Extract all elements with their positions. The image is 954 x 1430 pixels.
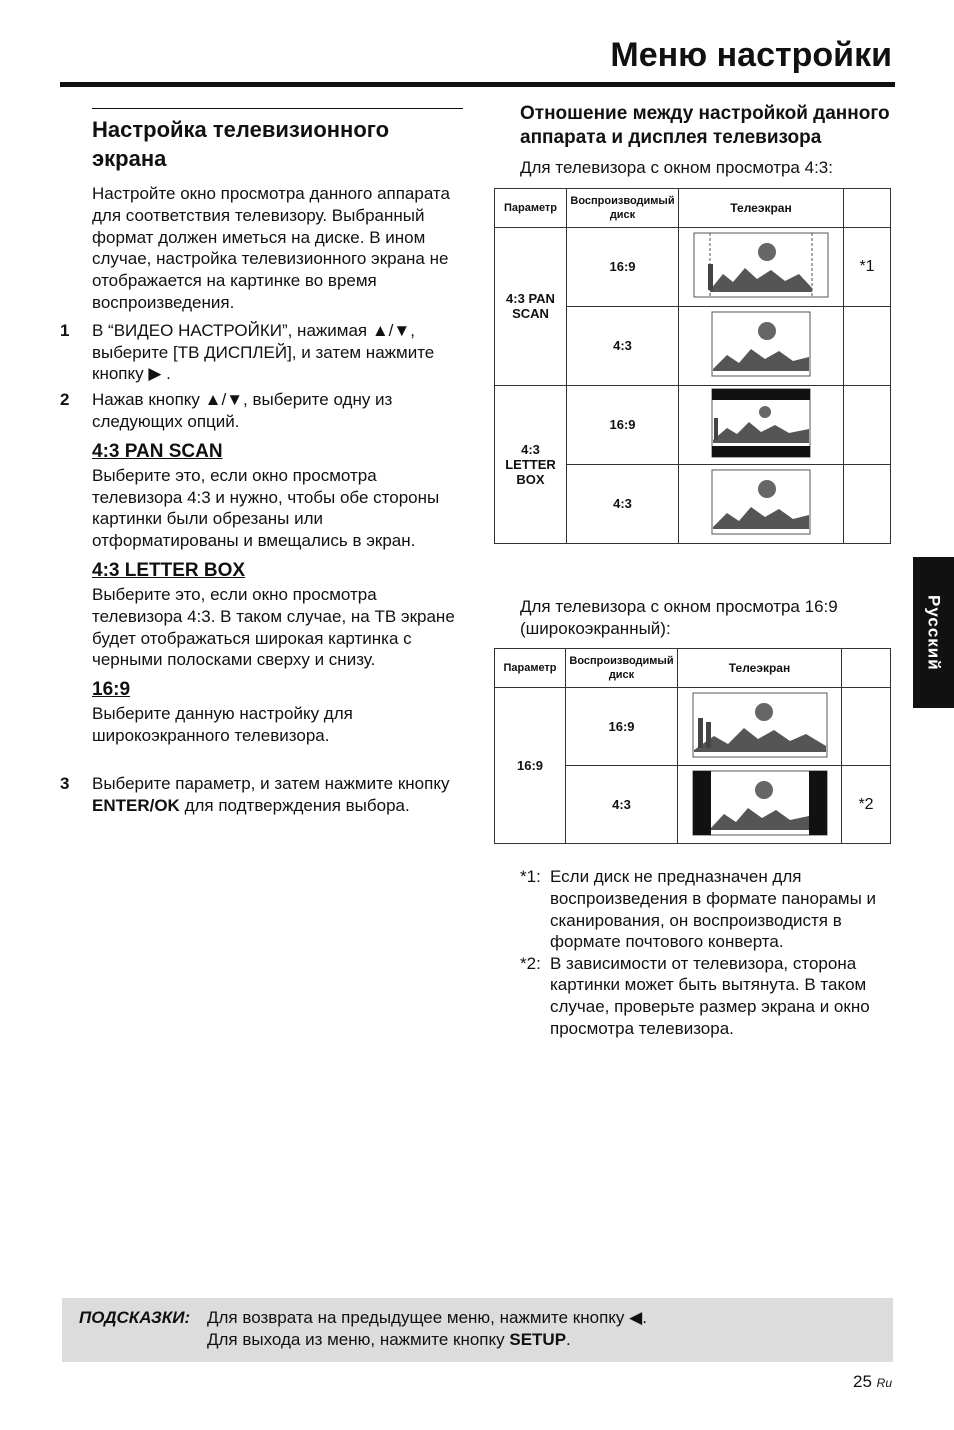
screen-cell	[679, 385, 844, 464]
footnote-2	[520, 953, 892, 1039]
table-row	[495, 227, 891, 306]
setup-key: SETUP	[509, 1330, 567, 1349]
section-heading-relation: Отношение между настройкой данного аппарата и дисплея телевизора	[520, 103, 890, 148]
screen-cell	[679, 306, 844, 385]
footnote-mark: *1	[844, 227, 891, 306]
footnote-mark	[844, 464, 891, 543]
tv-wide-16-9-illustration	[692, 692, 828, 758]
footnote-1	[520, 866, 892, 952]
section-heading-tv-screen: Настройка телевизионного экрана	[92, 117, 390, 171]
disc-cell: 4:3	[566, 766, 678, 844]
table-header-row	[495, 649, 891, 688]
option-desc-16-9: Выберите данную настройку для широкоэкранного телевизора.	[92, 704, 353, 745]
screen-cell	[678, 688, 842, 766]
header-screen: Телеэкран	[679, 188, 844, 227]
screen-cell	[679, 227, 844, 306]
header-param: Параметр	[495, 188, 567, 227]
tips-box	[62, 1298, 893, 1362]
footnotes	[520, 866, 892, 1039]
step-text: В “ВИДЕО НАСТРОЙКИ”, нажимая ▲/▼, выберите [ТВ ДИСПЛЕЙ], и затем нажмите кнопку ▶ .	[92, 320, 435, 384]
header-disc: Воспроизводимый диск	[567, 188, 679, 227]
step-3	[60, 773, 465, 817]
tv-wide-4-3-illustration	[692, 770, 828, 836]
option-desc-pan-scan: Выберите это, если окно просмотра телевизора 4:3 и нужно, чтобы обе стороны картинки были обрезаны или отформатированы и вмещались в экран.	[92, 465, 440, 551]
title-divider	[60, 82, 895, 87]
footnote-text: Если диск не предназначен для воспроизведения в формате панорамы и сканирования, он воспроизводистя в формате почтового конверта.	[550, 867, 877, 952]
table1-caption: Для телевизора с окном просмотра 4:3:	[520, 158, 833, 177]
param-cell: 4:3 PAN SCAN	[495, 227, 567, 385]
header-mark	[844, 188, 891, 227]
step-text: Выберите параметр, и затем нажмите кнопку ENTER/OK для подтверждения выбора.	[92, 773, 450, 815]
option-title-16-9: 16:9	[92, 679, 131, 701]
step-number: 1	[60, 320, 70, 340]
table-row	[495, 688, 891, 766]
option-desc-letter-box: Выберите это, если окно просмотра телевизора 4:3. В таком случае, на ТВ экране будет отображаться широкая картинка с черными полосками сверху и снизу.	[92, 584, 455, 670]
tips-line-1: Для возврата на предыдущее меню, нажмите кнопку ◀.	[207, 1308, 647, 1327]
screen-cell	[678, 766, 842, 844]
step-2	[60, 389, 465, 433]
header-param: Параметр	[495, 649, 566, 688]
language-tab-label: Русский	[924, 594, 944, 671]
footnote-text: В зависимости от телевизора, сторона картинки может быть вытянута. В таком случае, проверьте размер экрана и окно просмотра телевизора.	[550, 953, 870, 1038]
option-title-letter-box: 4:3 LETTER BOX	[92, 559, 246, 581]
right-column	[503, 102, 892, 1039]
footnote-mark	[844, 306, 891, 385]
intro-text: Настройте окно просмотра данного аппарата для соответствия телевизору. Выбранный формат должен иметься на диске. В ином случае, настройка телевизионного экрана не отображается на картинке во время воспроизведения.	[92, 184, 450, 312]
step-1	[60, 320, 465, 385]
header-disc: Воспроизводимый диск	[566, 649, 678, 688]
section-divider	[92, 108, 463, 109]
tv-pan-scan-16-9-illustration	[693, 232, 829, 298]
tv-letter-box-16-9-illustration	[711, 388, 811, 458]
step-number: 2	[60, 390, 70, 410]
option-title-pan-scan: 4:3 PAN SCAN	[92, 440, 223, 462]
tv-pan-scan-4-3-illustration	[711, 311, 811, 377]
table2-caption: Для телевизора с окном просмотра 16:9 (широкоэкранный):	[520, 596, 838, 638]
disc-cell: 16:9	[566, 688, 678, 766]
footnote-mark: *2:	[520, 953, 541, 973]
screen-cell	[679, 464, 844, 543]
param-cell: 16:9	[495, 688, 566, 844]
step-text: Нажав кнопку ▲/▼, выберите одну из следующих опций.	[92, 390, 393, 431]
tips-line-2: Для выхода из меню, нажмите кнопку SETUP.	[207, 1330, 571, 1349]
page-number: 25 Ru	[853, 1372, 892, 1391]
table-row	[495, 385, 891, 464]
enter-ok-key: ENTER/OK	[92, 795, 180, 815]
page-title: Меню настройки	[610, 36, 892, 74]
disc-cell: 4:3	[567, 464, 679, 543]
header-mark	[842, 649, 891, 688]
footnote-mark	[842, 688, 891, 766]
footnote-mark: *1:	[520, 867, 541, 887]
left-column	[60, 108, 465, 816]
header-screen: Телеэкран	[678, 649, 842, 688]
language-tab	[913, 557, 954, 708]
footnote-mark: *2	[842, 766, 891, 844]
page-lang-suffix: Ru	[876, 1376, 892, 1390]
param-cell: 4:3 LETTER BOX	[495, 385, 567, 543]
disc-cell: 4:3	[567, 306, 679, 385]
table-header-row	[495, 188, 891, 227]
tv-letter-box-4-3-illustration	[711, 469, 811, 535]
step-number: 3	[60, 773, 70, 793]
disc-cell: 16:9	[567, 227, 679, 306]
table-16-9-tv	[494, 648, 891, 844]
tips-label: ПОДСКАЗКИ:	[79, 1308, 191, 1327]
table-4-3-tv	[494, 188, 891, 544]
disc-cell: 16:9	[567, 385, 679, 464]
footnote-mark	[844, 385, 891, 464]
